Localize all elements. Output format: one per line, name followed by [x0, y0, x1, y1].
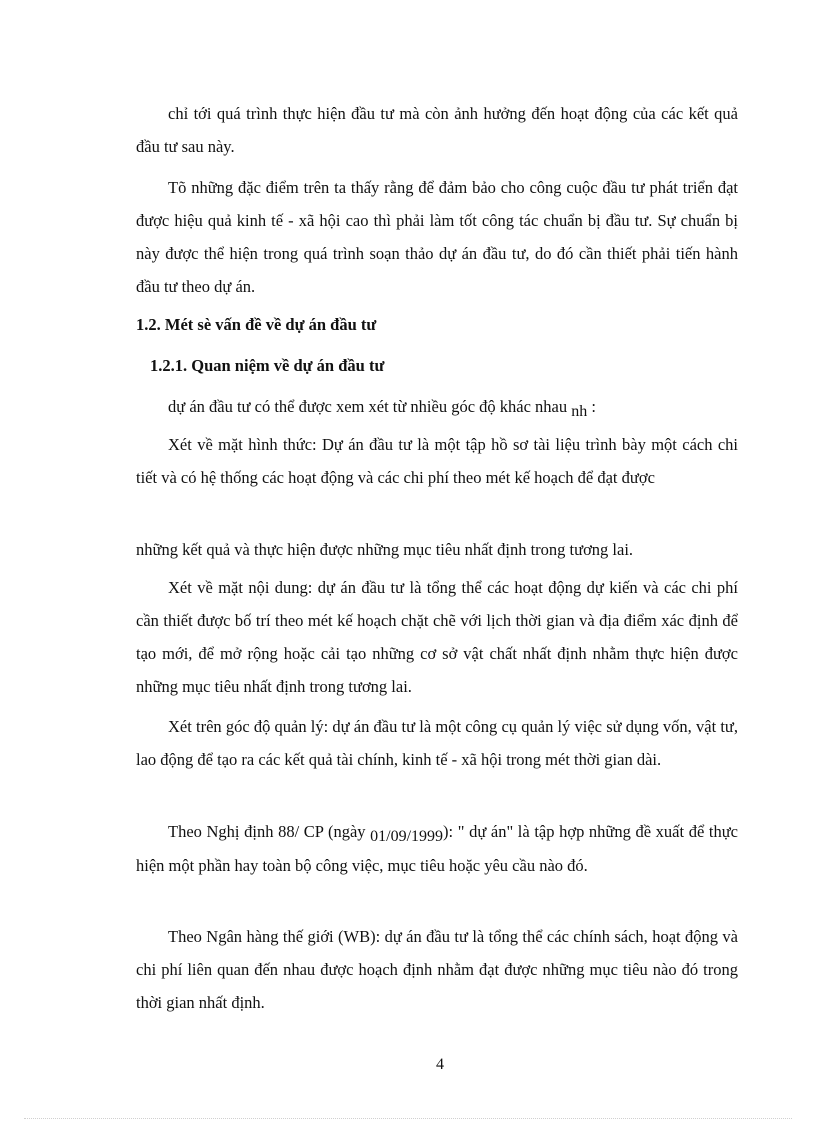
- viewpoints-note: nh: [571, 403, 588, 420]
- paragraph-form: Xét về mặt hình thức: Dự án đầu tư là một tập hồ sơ tài liệu trình bày một cách chi tiết và có hệ thống các hoạt động và các chi phí theo mét kế hoạch để đạt được: [136, 435, 738, 487]
- decree-text-b: ): " dự án" là tập hợp những đề xuất để thực hiện một phần hay toàn bộ công việc, mục tiêu hoặc yêu cầu nào đó.: [136, 822, 738, 875]
- paragraph-decree: [136, 815, 738, 882]
- paragraph-viewpoints: [168, 390, 738, 424]
- paragraph-preparation: Tõ những đặc điểm trên ta thấy rằng để đảm bảo cho công cuộc đầu tư phát triển đạt được hiệu quả kinh tế - xã hội cao thì phải làm tốt công tác chuẩn bị đầu tư. Sự chuẩn bị này được thể hiện trong quá trình soạn thảo dự án đầu tư, do đó cần thiết phải tiến hành đầu tư theo dự án.: [136, 178, 738, 296]
- heading-1-2: 1.2. Mét sè vấn đề về dự án đầu tư: [136, 315, 377, 334]
- paragraph-continuation: chỉ tới quá trình thực hiện đầu tư mà còn ảnh hưởng đến hoạt động của các kết quả đầu tư sau này.: [136, 104, 738, 156]
- decree-text-a: Theo Nghị định 88/ CP (ngày: [168, 822, 371, 841]
- viewpoints-text: dự án đầu tư có thể được xem xét từ nhiều góc độ khác nhau: [168, 397, 568, 416]
- paragraph-form-continuation: những kết quả và thực hiện được những mục tiêu nhất định trong tương lai.: [136, 540, 634, 559]
- footer-divider: [24, 1118, 792, 1119]
- page-number: 4: [436, 1056, 444, 1073]
- decree-date: 01/09/1999: [370, 828, 444, 845]
- paragraph-management: Xét trên góc độ quản lý: dự án đầu tư là một công cụ quản lý việc sử dụng vốn, vật tư, lao động để tạo ra các kết quả tài chính, kinh tế - xã hội trong mét thời gian dài.: [136, 717, 738, 769]
- heading-1-2-1: 1.2.1. Quan niệm về dự án đầu tư: [150, 356, 385, 375]
- paragraph-content: Xét về mặt nội dung: dự án đầu tư là tổng thể các hoạt động dự kiến và các chi phí cần thiết được bố trí theo mét kế hoạch chặt chẽ với lịch thời gian và địa điểm xác định để tạo mới, để mở rộng hoặc cải tạo những cơ sở vật chất nhất định nhằm thực hiện được những mục tiêu nhất định trong tương lai.: [136, 578, 738, 696]
- viewpoints-colon: :: [587, 397, 596, 416]
- paragraph-world-bank: Theo Ngân hàng thế giới (WB): dự án đầu tư là tổng thể các chính sách, hoạt động và chi phí liên quan đến nhau được hoạch định nhằm đạt được những mục tiêu nào đó trong thời gian nhất định.: [136, 927, 738, 1012]
